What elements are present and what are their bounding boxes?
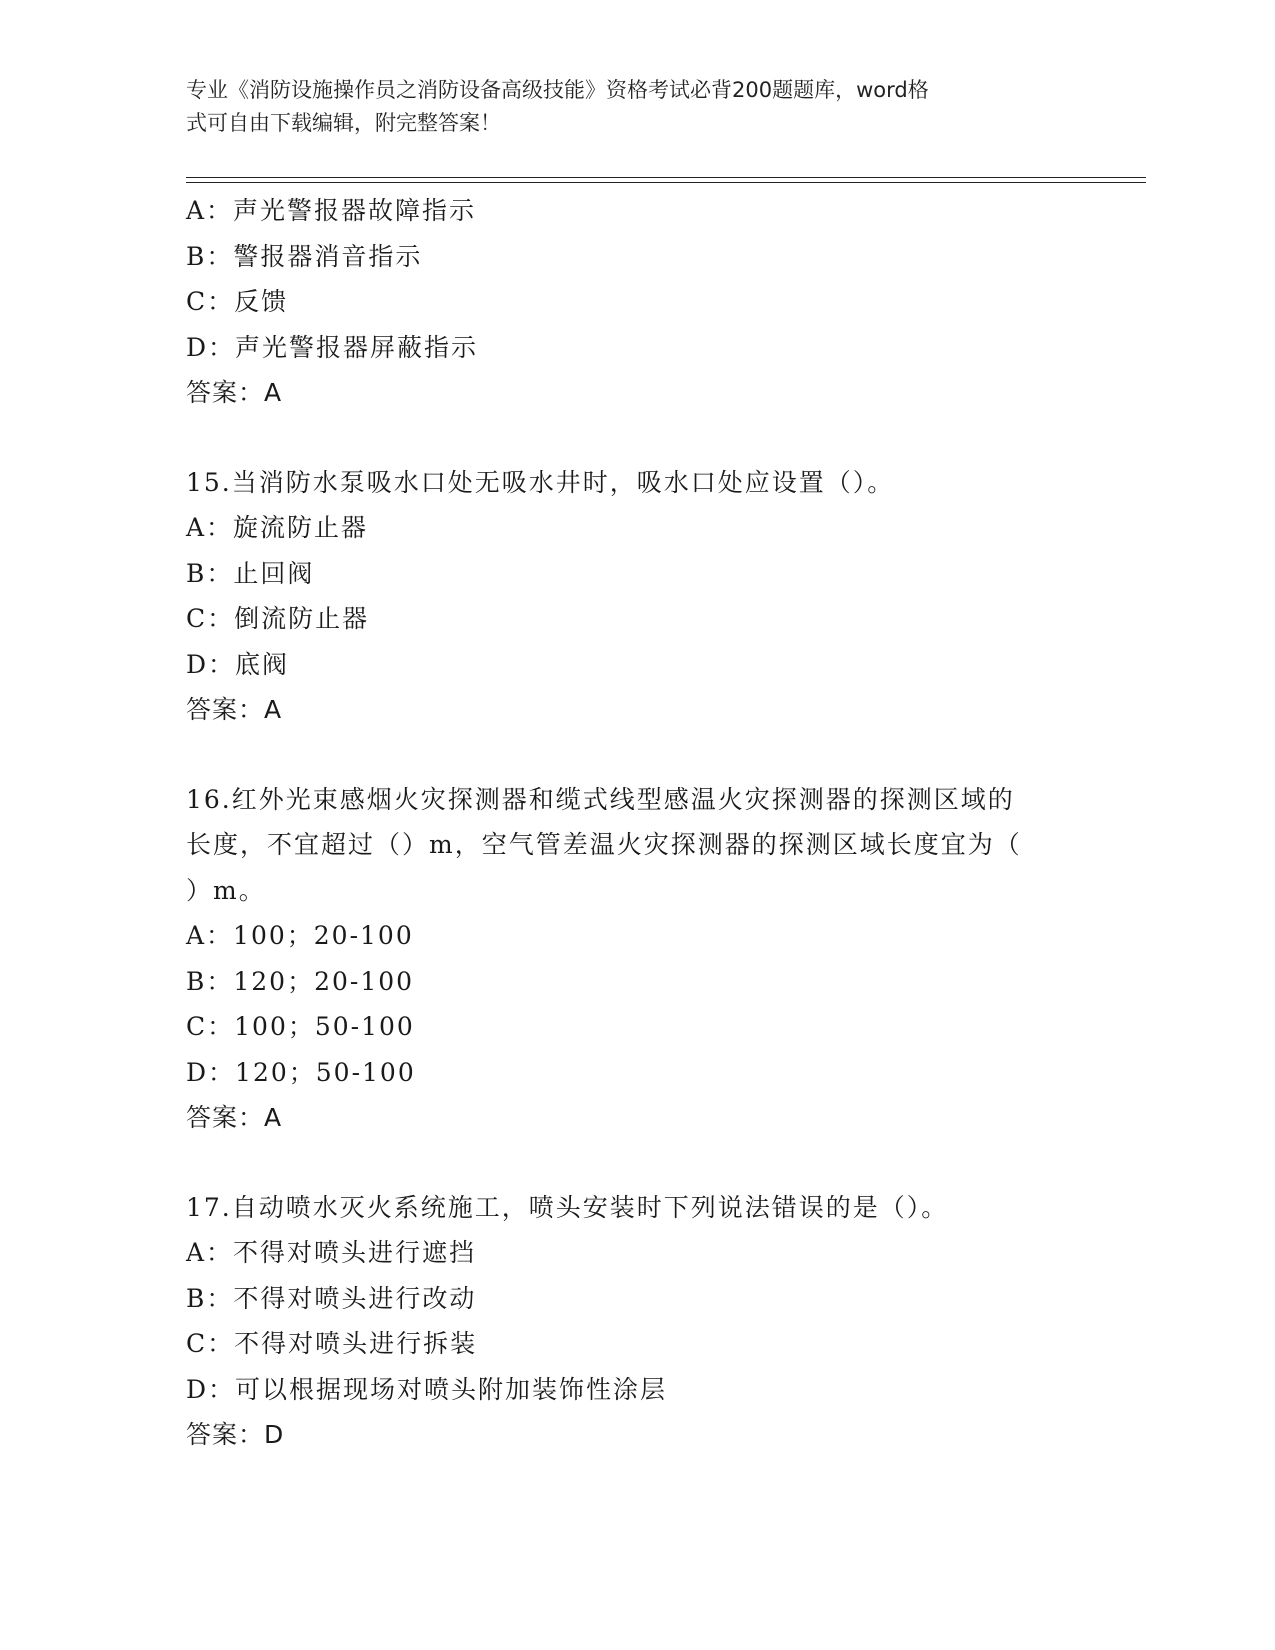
option-c: C：100；50-100 — [186, 1012, 415, 1041]
option-a: A：不得对喷头进行遮挡 — [186, 1238, 477, 1267]
option-b: B：警报器消音指示 — [186, 241, 423, 271]
question-list — [186, 188, 1086, 1458]
option-d: D：可以根据现场对喷头附加装饰性涂层 — [186, 1374, 668, 1404]
question-17 — [186, 1185, 1086, 1458]
answer-line: 答案：A — [186, 695, 283, 724]
option-a: A：100；20-100 — [186, 921, 414, 950]
answer-line: 答案：A — [186, 1103, 283, 1132]
option-c: C：不得对喷头进行拆装 — [186, 1329, 478, 1358]
question-14-continued — [186, 188, 1086, 416]
question-16 — [186, 777, 1086, 1141]
option-c: C：反馈 — [186, 287, 289, 316]
spacer — [186, 733, 1086, 777]
document-header — [186, 74, 1066, 140]
spacer — [186, 416, 1086, 460]
header-divider-top — [186, 177, 1146, 178]
question-stem: ）m。 — [186, 875, 266, 905]
question-stem: 17.自动喷水灭火系统施工，喷头安装时下列说法错误的是（）。 — [186, 1192, 949, 1222]
question-stem: 15.当消防水泵吸水口处无吸水井时，吸水口处应设置（）。 — [186, 467, 895, 497]
option-d: D：底阀 — [186, 649, 290, 679]
header-title-line-1: 专业《消防设施操作员之消防设备高级技能》资格考试必背200题题库，word格 — [186, 78, 929, 102]
option-c: C：倒流防止器 — [186, 604, 370, 633]
option-d: D：120；50-100 — [186, 1057, 416, 1087]
question-15 — [186, 460, 1086, 733]
option-b: B：止回阀 — [186, 558, 315, 588]
question-stem: 长度，不宜超过（）m，空气管差温火灾探测器的探测区域长度宜为（ — [186, 830, 1022, 859]
answer-line: 答案：A — [186, 378, 283, 407]
header-title-line-2: 式可自由下载编辑，附完整答案！ — [186, 111, 501, 135]
header-divider-bottom — [186, 182, 1146, 183]
option-a: A：旋流防止器 — [186, 513, 369, 542]
spacer — [186, 1141, 1086, 1185]
question-stem: 16.红外光束感烟火灾探测器和缆式线型感温火灾探测器的探测区域的 — [186, 784, 1015, 814]
option-b: B：不得对喷头进行改动 — [186, 1283, 477, 1313]
option-a: A：声光警报器故障指示 — [186, 196, 477, 225]
answer-line: 答案：D — [186, 1420, 285, 1449]
option-b: B：120；20-100 — [186, 966, 415, 996]
option-d: D：声光警报器屏蔽指示 — [186, 332, 479, 362]
